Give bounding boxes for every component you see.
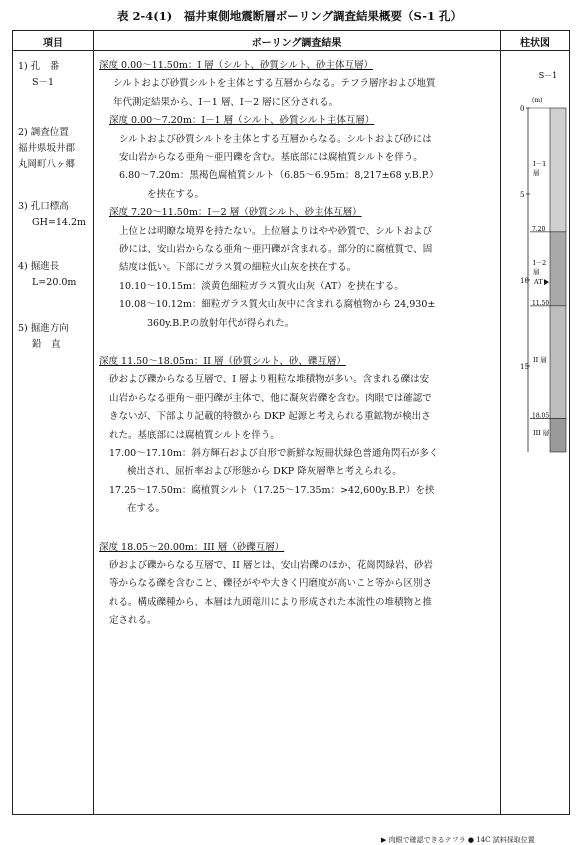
section-heading: 深度 0.00～11.50m：I 層（シルト、砂質シルト、砂主体互層） bbox=[99, 60, 373, 71]
result-line: 定される。 bbox=[109, 615, 157, 627]
result-line: 17.00～17.10m：斜方輝石および自形で新鮮な短冊状緑色普通角閃石が多く bbox=[109, 448, 439, 459]
item-label: 2) 調査位置 bbox=[18, 127, 69, 138]
header-item: 項目 bbox=[43, 38, 63, 49]
legend-tephra: 肉眼で確認できるテフラ bbox=[388, 836, 466, 844]
boundary-label: 18.05 bbox=[532, 412, 550, 420]
result-line: 砂および礫からなる互層で、II 層とは、安山岩礫のほか、花崗閃緑岩、砂岩 bbox=[109, 560, 433, 571]
result-line: シルトおよび砂質シルトを主体とする互層からなる。シルトおよび砂には bbox=[119, 133, 432, 145]
result-line: 6.80～7.20m：黒褐色腐植質シルト（6.85～6.95m：8,217±68 y.B.P.） bbox=[119, 170, 439, 182]
result-line: を挟在する。 bbox=[147, 188, 205, 200]
result-line: 360y.B.P.の放射年代が得られた。 bbox=[147, 317, 295, 329]
depth-tick-label: 5 bbox=[520, 191, 525, 199]
result-line: 等からなる礫を含むこと、礫径がやや大きく円磨度が高いこと等から区別さ bbox=[109, 578, 433, 590]
at-label: AT bbox=[534, 278, 543, 287]
divider bbox=[500, 31, 501, 814]
layer-label: 層 bbox=[533, 168, 540, 177]
item-3 bbox=[18, 199, 86, 231]
result-line: シルトおよび砂質シルトを主体とする互層からなる。テフラ層序および地質 bbox=[113, 78, 436, 90]
layer-bar bbox=[550, 232, 566, 306]
item-value: GH=14.2m bbox=[32, 217, 86, 228]
section-heading: 深度 0.00～7.20m：I－1 層（シルト、砂質シルト主体互層） bbox=[109, 115, 375, 127]
item-value: 鉛 直 bbox=[32, 339, 61, 350]
layer-label: I－2 bbox=[533, 258, 547, 267]
depth-tick-label: 10 bbox=[520, 277, 529, 285]
item-1 bbox=[18, 59, 59, 91]
hole-label: S－1 bbox=[538, 71, 558, 80]
item-5 bbox=[18, 321, 69, 353]
borehole-column bbox=[520, 58, 568, 468]
item-label: 5) 掘進方向 bbox=[18, 323, 69, 334]
result-line: 安山岩からなる亜角～亜円礫を含む。基底部には腐植質シルトを伴う。 bbox=[119, 152, 423, 163]
table-title: 表 2-4(1) 福井東側地震断層ボーリング調査結果概要（S-1 孔） bbox=[117, 9, 462, 23]
at-marker-icon bbox=[544, 279, 549, 285]
column-diagram bbox=[520, 58, 568, 468]
result-line: 17.25～17.50m：腐植質シルト（17.25～17.35m：>42,600y.B.P.）を挟 bbox=[109, 484, 435, 496]
result-line: 在する。 bbox=[127, 503, 166, 515]
boundary-label: 7.20 bbox=[532, 225, 546, 233]
result-line: れた。基底部には腐植質シルトを伴う。 bbox=[109, 429, 280, 441]
layer-bar bbox=[550, 418, 566, 452]
result-line: 山岩からなる亜角～亜円礫が主体で、他に凝灰岩礫を含む。肉眼では確認で bbox=[109, 392, 432, 404]
layer-label: III 層 bbox=[533, 429, 550, 438]
item-label: 3) 孔口標高 bbox=[18, 201, 69, 212]
tephra-marker-icon: ▶ bbox=[381, 836, 387, 844]
result-line: 上位とは明瞭な境界を持たない。上位層よりはやや砂質で、シルトおよび bbox=[119, 225, 433, 237]
item-4 bbox=[18, 259, 76, 291]
legend bbox=[381, 835, 535, 845]
divider bbox=[93, 31, 94, 814]
boundary-label: 11.50 bbox=[532, 299, 550, 307]
item-value: S－1 bbox=[32, 77, 55, 88]
divider bbox=[13, 50, 569, 51]
section-heading: 深度 7.20～11.50m：I－2 層（砂質シルト、砂主体互層） bbox=[109, 207, 362, 219]
result-line: 砂には、安山岩からなる亜角～亜円礫が含まれる。部分的に腐植質で、固 bbox=[119, 244, 433, 255]
result-line: きないが、下部より記載的特徴から DKP 起源と考えられる重鉱物が検出さ bbox=[109, 411, 431, 423]
layer-label: I－1 bbox=[533, 159, 547, 168]
c14-marker-icon: ● bbox=[467, 836, 477, 844]
layer-bar bbox=[550, 108, 566, 232]
item-value: 丸岡町八ヶ郷 bbox=[18, 159, 76, 170]
result-line: れる。構成礫種から、本層は九頭竜川により形成された本流性の堆積物と推 bbox=[109, 596, 433, 608]
result-line: 10.10～10.15m：淡黄色細粒ガラス質火山灰（AT）を挟在する。 bbox=[119, 280, 404, 292]
result-line: 砂および礫からなる互層で、I 層より粗粒な堆積物が多い。含まれる礫は安 bbox=[109, 374, 430, 386]
depth-tick-label: 0 bbox=[520, 105, 525, 113]
result-line: 結度は低い。下部にガラス質の細粒火山灰を挟在する。 bbox=[119, 262, 357, 274]
item-label: 1) 孔 番 bbox=[18, 61, 60, 72]
section-heading: 深度 11.50～18.05m：II 層（砂質シルト、砂、礫互層） bbox=[99, 356, 346, 367]
item-2 bbox=[18, 125, 75, 173]
layer-label: 層 bbox=[533, 267, 540, 276]
table-frame bbox=[12, 30, 570, 844]
depth-unit: (m) bbox=[532, 97, 543, 104]
layer-bar bbox=[550, 306, 566, 419]
item-label: 4) 掘進長 bbox=[18, 261, 60, 272]
depth-tick-label: 15 bbox=[520, 363, 529, 371]
header-column: 柱状図 bbox=[520, 38, 550, 49]
header-result: ボーリング調査結果 bbox=[251, 38, 342, 49]
result-line: 10.08～10.12m：細粒ガラス質火山灰中に含まれる腐植物から 24,930± bbox=[119, 299, 436, 311]
layer-label: II 層 bbox=[533, 356, 547, 365]
section-heading: 深度 18.05～20.00m：III 層（砂礫互層） bbox=[99, 541, 285, 553]
result-line: 検出され、屈折率および形態から DKP 降灰層準と考えられる。 bbox=[127, 466, 402, 478]
legend-c14: 14C 試料採取位置 bbox=[476, 836, 535, 844]
item-value: 福井県坂井郡 bbox=[18, 143, 76, 154]
result-line: 年代測定結果から、I－1 層、I－2 層に区分される。 bbox=[113, 96, 339, 108]
item-value: L=20.0m bbox=[32, 277, 77, 288]
